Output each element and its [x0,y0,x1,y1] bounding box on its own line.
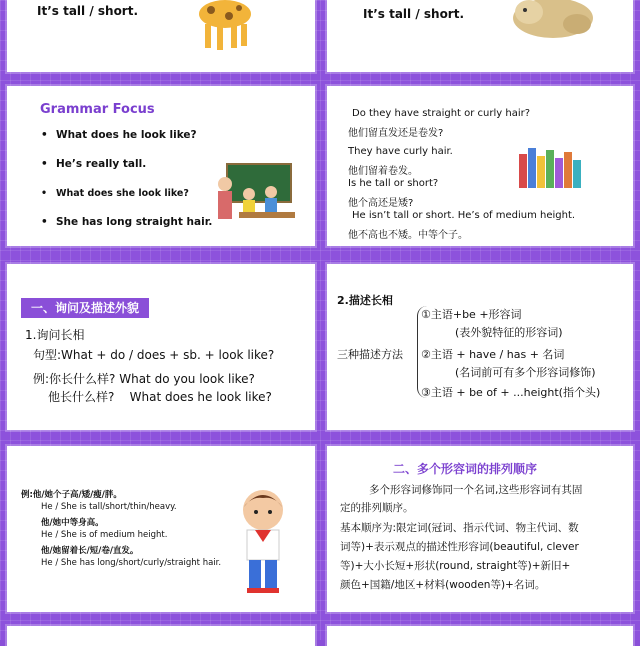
slide-thumbnail-10[interactable] [327,626,633,646]
giraffe-illustration [195,0,257,54]
example-line: 例:他/她个子高/矮/瘦/胖。 [21,490,122,500]
paragraph-line: 词等)+表示观点的描述性形容词(beautiful, clever [340,541,579,553]
dialog-line: 他们留着卷发。 [348,166,418,177]
bullet-item: • He’s really tall. [56,158,146,170]
method-item: ②主语 + have / has + 名词 [421,348,565,361]
paragraph-line: 等)+大小长短+形状(round, straight等)+新旧+ [340,560,571,572]
slide-title: 二、多个形容词的排列顺序 [393,462,538,476]
classroom-illustration [213,162,299,230]
bullet-item: • What does he look like? [56,129,197,141]
dialog-line: 他不高也不矮。中等个子。 [348,230,468,241]
method-item: ①主语+be +形容词 [421,308,522,321]
slide-thumbnail-8[interactable] [327,446,633,612]
example-line: 他/她留着长/短/卷/直发。 [41,546,139,556]
method-item: ③主语 + be of + ...height(指个头) [421,386,601,399]
section-banner: 一、询问及描述外貌 [21,298,149,318]
example-line: 他长什么样? What does he look like? [48,390,272,404]
slide-title: Grammar Focus [40,102,155,117]
example-line: 例:你长什么样? What do you look like? [33,372,255,386]
bullet-item: • What does she look like? [56,188,189,199]
example-line: He / She is tall/short/thin/heavy. [41,502,177,512]
paragraph-line: 定的排列顺序。 [340,502,414,514]
example-line: 他/她中等身高。 [41,518,104,528]
slide-thumbnail-1[interactable] [7,0,315,72]
dialog-line: Do they have straight or curly hair? [352,108,531,119]
books-illustration [515,144,587,190]
example-line: He / She is of medium height. [41,530,168,540]
sentence-text: It’s tall / short. [37,4,139,18]
paragraph-line: 基本顺序为:限定词(冠词、指示代词、物主代词、数 [340,522,579,534]
slide-thumbnail-3[interactable] [7,86,315,246]
dialog-line: 他个高还是矮? [348,198,414,209]
slide-title: 2.描述长相 [337,294,393,307]
paragraph-line: 颜色+国籍/地区+材料(wooden等)+名词。 [340,579,546,591]
bullet-item: • She has long straight hair. [56,216,212,228]
pattern-text: 句型:What + do / does + sb. + look like? [33,348,275,362]
dialog-line: They have curly hair. [348,146,453,157]
slide-thumbnail-9[interactable] [7,626,315,646]
slide-thumbnail-6[interactable] [327,264,633,430]
slide-thumbnail-5[interactable] [7,264,315,430]
method-label: 三种描述方法 [337,348,403,361]
method-note: (名词前可有多个形容词修饰) [455,366,596,379]
slide-thumbnail-2[interactable] [327,0,633,72]
method-note: (表外貌特征的形容词) [455,326,563,339]
dialog-line: Is he tall or short? [348,178,439,189]
boy-illustration [235,488,293,594]
dialog-line: 他们留直发还是卷发? [348,128,444,139]
slide-thumbnail-7[interactable] [7,446,315,612]
dialog-line: He isn’t tall or short. He’s of medium height. [352,210,576,221]
dog-illustration [507,0,599,42]
slide-thumbnail-4[interactable] [327,86,633,246]
sentence-text: It’s tall / short. [363,7,465,21]
sub-heading: 1.询问长相 [25,328,85,342]
example-line: He / She has long/short/curly/straight hair. [41,558,222,568]
paragraph-line: 多个形容词修饰同一个名词,这些形容词有其固 [369,484,583,496]
